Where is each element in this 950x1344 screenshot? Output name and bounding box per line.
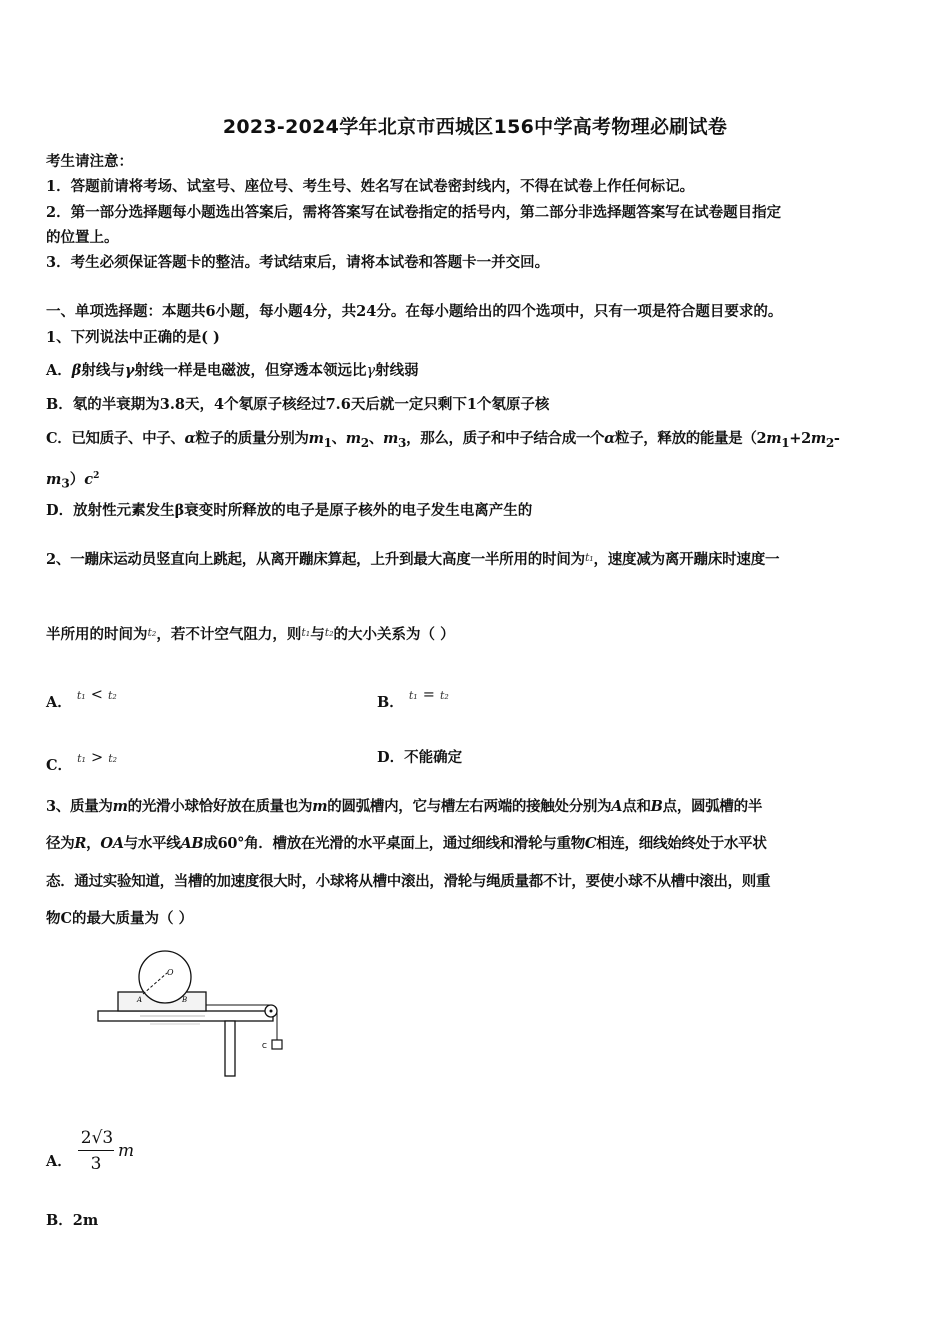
q3-stem-line3: 态．通过实验知道，当槽的加速度很大时，小球将从槽中滚出，滑轮与绳质量都不计，要使小球不从槽中滚出，则重 bbox=[46, 873, 771, 890]
light-speed-symbol: c bbox=[84, 470, 94, 488]
t1-symbol: t₁ bbox=[585, 551, 594, 564]
q1-b-num: 7.6 bbox=[325, 396, 351, 413]
subscript: 2 bbox=[360, 435, 369, 450]
mass-symbol: m bbox=[118, 1141, 135, 1161]
q3-text: 点，圆弧槽的半 bbox=[662, 798, 763, 815]
table-leg bbox=[225, 1021, 235, 1076]
mass-symbol: m bbox=[345, 430, 361, 447]
less-than-sign: < bbox=[90, 687, 103, 703]
label-o: O bbox=[167, 968, 174, 977]
alpha-symbol: α bbox=[184, 430, 196, 447]
q1-c-part: 粒子的质量分别为 bbox=[195, 430, 309, 447]
t1-symbol: t₁ bbox=[77, 752, 86, 765]
alpha-symbol: α bbox=[604, 430, 615, 447]
subscript: 2 bbox=[825, 435, 834, 450]
point-a-symbol: A bbox=[611, 798, 623, 815]
page-title: 2023-2024学年北京市西城区156中学高考物理必刷试卷 bbox=[222, 116, 728, 138]
mass-symbol: m bbox=[112, 798, 128, 815]
mass-symbol: m bbox=[810, 430, 826, 447]
q2-option-d: D．不能确定 bbox=[377, 749, 463, 766]
q3-text: 与水平线 bbox=[123, 835, 181, 852]
fraction-denominator: 3 bbox=[90, 1154, 102, 1174]
t1-symbol: t₁ bbox=[408, 689, 418, 702]
gamma-symbol: γ bbox=[124, 362, 135, 379]
q3-text: 相连，细线始终处于水平状 bbox=[596, 835, 767, 852]
t1-symbol: t₁ bbox=[301, 626, 311, 639]
option-label: C． bbox=[46, 757, 73, 774]
subscript: 3 bbox=[61, 476, 70, 491]
segment-oa-symbol: OA bbox=[100, 835, 124, 852]
notice-heading: 考生请注意： bbox=[46, 153, 133, 170]
q2-text: 2、一蹦床运动员竖直向上跳起，从离开蹦床算起，上升到最大高度一半所用的时间为 bbox=[46, 551, 585, 568]
label-a: A bbox=[137, 996, 143, 1004]
q1-c-part: - bbox=[833, 430, 840, 447]
q1-c-part: 、 bbox=[331, 430, 346, 447]
q2-text: ，若不计空气阻力，则 bbox=[156, 626, 302, 643]
q1-option-b bbox=[46, 395, 906, 415]
fraction-bar bbox=[78, 1150, 114, 1151]
q2-text: ，速度减为离开蹦床时速度一 bbox=[593, 551, 780, 568]
label-c: C bbox=[262, 1042, 267, 1050]
q3-text: 3、质量为 bbox=[46, 798, 113, 815]
q3-text: 点和 bbox=[622, 798, 651, 815]
q3-stem-line4: 物C的最大质量为（ ） bbox=[46, 910, 194, 927]
q1-option-c bbox=[46, 429, 906, 453]
subscript: 1 bbox=[323, 435, 332, 450]
q1-b-num: 3.8 bbox=[159, 396, 185, 413]
t2-symbol: t₂ bbox=[108, 752, 118, 765]
segment-ab-symbol: AB bbox=[180, 835, 204, 852]
option-label: B． bbox=[377, 694, 404, 711]
mass-symbol: m bbox=[312, 798, 328, 815]
q3-text: 的圆弧槽内，它与槽左右两端的接触处分别为 bbox=[327, 798, 612, 815]
q1-a-mid2: 射线一样是电磁波，但穿透本领远比 bbox=[134, 362, 367, 379]
q1-c-part: 粒子，释放的能量是（2 bbox=[614, 430, 767, 447]
q3-text: 径为 bbox=[46, 835, 75, 852]
q2-option-a bbox=[46, 685, 117, 713]
q2-stem-line1 bbox=[46, 548, 906, 570]
beta-symbol: β bbox=[71, 362, 82, 379]
q1-b-part: 个氡原子核 bbox=[476, 396, 550, 413]
q2-option-b bbox=[377, 685, 449, 713]
t2-symbol: t₂ bbox=[324, 626, 334, 639]
q1-option-a bbox=[46, 361, 906, 381]
q1-a-end: 射线弱 bbox=[375, 362, 419, 379]
greater-than-sign: > bbox=[91, 750, 104, 766]
radius-symbol: R bbox=[74, 835, 87, 852]
option-label: A． bbox=[46, 694, 72, 711]
q1-c-part: +2 bbox=[789, 430, 811, 447]
mass-symbol: m bbox=[308, 430, 324, 447]
notice-item-1: 1．答题前请将考场、试室号、座位号、考生号、姓名写在试卷密封线内，不得在试卷上作任何标记。 bbox=[46, 178, 695, 195]
t1-symbol: t₁ bbox=[76, 689, 86, 702]
q1-b-part: 个氡原子核经过 bbox=[224, 396, 326, 413]
notice-item-2b: 的位置上。 bbox=[46, 229, 119, 246]
q1-option-d: D．放射性元素发生β衰变时所释放的电子是原子核外的电子发生电离产生的 bbox=[46, 502, 533, 519]
q1-c-part: ） bbox=[69, 470, 85, 488]
q3-apparatus-diagram bbox=[95, 945, 290, 1080]
q3-text: 的光滑小球恰好放在质量也为 bbox=[127, 798, 313, 815]
q2-text: 与 bbox=[310, 626, 325, 643]
q3-stem-line1 bbox=[46, 797, 906, 817]
q1-b-part: 天， bbox=[185, 396, 214, 413]
notice-item-3: 3．考生必须保证答题卡的整洁。考试结束后，请将本试卷和答题卡一并交回。 bbox=[46, 254, 550, 271]
q3-option-a-label: A． bbox=[46, 1153, 72, 1170]
weight-c-symbol: C bbox=[584, 835, 597, 852]
subscript: 3 bbox=[398, 435, 407, 450]
weight-c bbox=[272, 1040, 282, 1049]
mass-symbol: m bbox=[46, 470, 62, 488]
point-b-symbol: B bbox=[650, 798, 663, 815]
mass-symbol: m bbox=[383, 430, 398, 447]
q1-b-part: B．氡的半衰期为 bbox=[46, 396, 160, 413]
q1-b-num: 1 bbox=[466, 396, 477, 413]
q3-option-b: B．2m bbox=[46, 1212, 99, 1229]
label-b: B bbox=[182, 996, 188, 1004]
q1-a-prefix: A． bbox=[46, 362, 72, 379]
q3-text: 成60°角．槽放在光滑的水平桌面上，通过细线和滑轮与重物 bbox=[203, 835, 585, 852]
q1-c-part: C．已知质子、中子、 bbox=[46, 430, 185, 447]
section-heading: 一、单项选择题：本题共6小题，每小题4分，共24分。在每小题给出的四个选项中，只有一项是符合题目要求的。 bbox=[46, 303, 783, 320]
notice-item-2a: 2．第一部分选择题每小题选出答案后，需将答案写在试卷指定的括号内，第二部分非选择题答案写在试卷题目指定 bbox=[46, 204, 782, 221]
q1-a-mid1: 射线与 bbox=[81, 362, 125, 379]
pulley-axle bbox=[270, 1010, 273, 1013]
gamma-symbol-2: γ bbox=[366, 363, 376, 379]
t2-symbol: t₂ bbox=[439, 689, 449, 702]
t2-symbol: t₂ bbox=[107, 689, 117, 702]
mass-symbol: m bbox=[766, 430, 782, 447]
q2-text: 半所用的时间为 bbox=[46, 626, 148, 643]
fraction-numerator: 2√3 bbox=[80, 1128, 114, 1148]
subscript: 1 bbox=[781, 435, 790, 450]
q2-option-c bbox=[46, 748, 117, 776]
superscript: 2 bbox=[93, 471, 100, 481]
q3-stem-line2 bbox=[46, 834, 906, 854]
q1-stem: 1、下列说法中正确的是( ) bbox=[46, 329, 220, 346]
t2-symbol: t₂ bbox=[147, 626, 157, 639]
q3-text: ， bbox=[86, 835, 101, 852]
q1-option-c-cont bbox=[46, 466, 906, 494]
q1-b-num: 4 bbox=[214, 396, 225, 413]
q1-c-part: ，那么，质子和中子结合成一个 bbox=[406, 430, 605, 447]
q2-text: 的大小关系为（ ） bbox=[333, 626, 455, 643]
q1-b-part: 天后就一定只剩下 bbox=[350, 396, 467, 413]
equals-sign: = bbox=[422, 687, 435, 703]
q1-c-part: 、 bbox=[368, 430, 383, 447]
q2-stem-line2 bbox=[46, 623, 906, 645]
